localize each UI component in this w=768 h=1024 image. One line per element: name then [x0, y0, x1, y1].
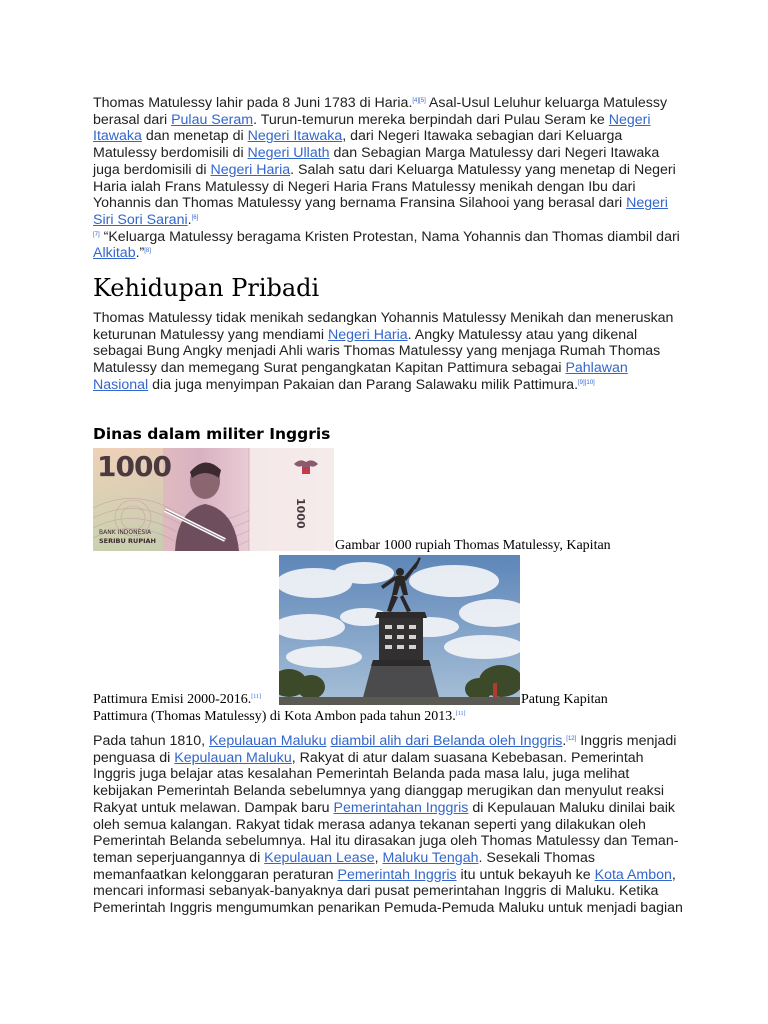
link-negeri-siri-sori-sarani[interactable]: Negeri Siri Sori Sarani	[93, 195, 668, 228]
text-span: Inggris menjadi penguasa di	[93, 733, 677, 766]
text-span: .	[562, 733, 567, 749]
link-negeri-ullath[interactable]: Negeri Ullath	[247, 145, 330, 162]
link-pemerintah-inggris[interactable]: Pemerintah Inggris	[337, 866, 457, 883]
citation-link[interactable]: [7]	[93, 231, 100, 238]
banknote-caption-line1: Gambar 1000 rupiah Thomas Matulessy, Kapitan	[335, 538, 611, 553]
text-span: , mencari informasi sebanyak-banyaknya dari pusat pemerintahan Inggris di Maluku. Ketika Pemerintah Inggris mengumumkan penarikan Pemuda-Pemuda Maluku untuk menjadi bagian	[93, 866, 683, 917]
banknote-value-text: SERIBU RUPIAH	[99, 537, 156, 545]
text-span: di Kepulauan Maluku dinilai baik oleh semua kalangan. Rakyat tidak merasa adanya tekanan seperti yang dilakukan oleh Pemerintah Belanda sebelumnya. Hal itu dirasakan juga oleh Thomas Matulessy dan Teman-teman seperjuangannya di	[93, 799, 679, 866]
statue-illustration	[279, 555, 520, 705]
statue-caption-line1: Patung Kapitan	[521, 692, 608, 707]
text-span: dan Sebagian Marga Matulessy dari Negeri Itawaka juga berdomisili di	[93, 145, 660, 178]
text-span: Asal-Usul Leluhur keluarga Matulessy berasal dari	[93, 95, 668, 128]
text-span: . Sesekali Thomas memanfaatkan kelonggaran peraturan	[93, 849, 595, 883]
banknote-denomination-vertical: 1000	[294, 498, 307, 529]
text-span: Pattimura Emisi 2000-2016.	[93, 692, 252, 707]
text-span: . Angky Matulessy atau yang dikenal sebagai Bung Angky menjadi Ahli waris Thomas Matulessy yang menjaga Rumah Thomas Matulessy dan memegang Surat pengangkatan Kapitan Pattimura sebagai	[93, 326, 661, 377]
intro-paragraph	[93, 95, 683, 262]
citation-link[interactable]: [11]	[251, 694, 262, 700]
link-kepulauan-maluku-2[interactable]: Kepulauan Maluku	[174, 749, 292, 766]
citation-link[interactable]: [8]	[144, 248, 151, 255]
banknote-denomination: 1000	[97, 450, 171, 483]
section-heading-dinas-militer: Dinas dalam militer Inggris	[93, 425, 331, 443]
text-span: , Rakyat di atur dalam suasana Kebebasan. Pemerintah Inggris juga belajar atas kesalahan Pemerintah Belanda pada masa lalu, juga melihat kebijakan Pemerintah Belanda sebelumnya yang dianggap merugikan dan menyulut reaksi Rakyat untuk melawan. Dampak baru	[93, 749, 665, 816]
text-span: dan menetap di	[141, 128, 248, 145]
text-span: . Turun-temurun mereka berpindah dari Pulau Seram ke	[253, 111, 609, 128]
link-negeri-itawaka-2[interactable]: Negeri Itawaka	[247, 128, 343, 145]
text-span: Pattimura (Thomas Matulessy) di Kota Ambon pada tahun 2013.	[93, 709, 456, 724]
military-service-paragraph	[93, 733, 683, 917]
link-maluku-tengah[interactable]: Maluku Tengah	[382, 849, 479, 866]
text-span: “Keluarga Matulessy beragama Kristen Protestan, Nama Yohannis dan Thomas diambil dari	[99, 228, 680, 245]
personal-life-paragraph	[93, 310, 683, 394]
link-negeri-itawaka[interactable]: Negeri Itawaka	[93, 111, 651, 145]
link-diambil-alih[interactable]: diambil alih dari Belanda oleh Inggris	[330, 733, 563, 749]
statue-photo	[279, 555, 520, 705]
link-pahlawan-nasional[interactable]: Pahlawan Nasional	[93, 360, 628, 393]
link-negeri-haria[interactable]: Negeri Haria	[328, 326, 408, 343]
banknote-issuer: BANK INDONESIA	[99, 529, 152, 536]
citation-link[interactable]: [6]	[191, 214, 199, 221]
text-span: .”	[135, 245, 145, 262]
link-alkitab[interactable]: Alkitab	[93, 245, 136, 262]
citation-link[interactable]: [12]	[566, 736, 577, 742]
section-heading-kehidupan-pribadi: Kehidupan Pribadi	[93, 274, 320, 302]
text-span: .	[187, 211, 192, 228]
link-negeri-haria[interactable]: Negeri Haria	[210, 161, 291, 178]
text-span: Thomas Matulessy tidak menikah sedangkan Yohannis Matulessy Menikah dan meneruskan keturunan Matulessy yang mendiami	[93, 310, 674, 343]
statue-caption-line2	[93, 709, 466, 725]
link-kota-ambon[interactable]: Kota Ambon	[594, 866, 672, 883]
text-span: Thomas Matulessy lahir pada 8 Juni 1783 di Haria.	[93, 95, 413, 111]
banknote-caption-line2	[93, 692, 261, 708]
text-span: Pada tahun 1810,	[93, 733, 209, 749]
citation-link[interactable]: [4][5]	[412, 98, 426, 104]
text-span: itu untuk bekayuh ke	[456, 866, 595, 883]
text-span: ,	[374, 849, 383, 866]
link-pulau-seram[interactable]: Pulau Seram	[171, 111, 254, 128]
citation-link[interactable]: [9][10]	[578, 379, 595, 386]
link-kepulauan-maluku[interactable]: Kepulauan Maluku	[208, 733, 327, 749]
banknote-image	[93, 448, 334, 551]
text-span: . Salah satu dari Keluarga Matulessy yang menetap di Negeri Haria ialah Frans Matulessy di Negeri Haria Frans Matulessy menikah dengan Ibu dari Yohannis dan Thomas Matulessy yang bernama Fransina Silahooi yang berasal dari	[93, 161, 676, 212]
link-pemerintahan-inggris[interactable]: Pemerintahan Inggris	[333, 799, 469, 816]
link-kepulauan-lease[interactable]: Kepulauan Lease	[264, 849, 375, 866]
citation-link[interactable]: [11]	[455, 711, 466, 717]
text-span: , dari Negeri Itawaka sebagian dari Keluarga Matulessy berdomisili di	[93, 128, 623, 162]
text-span: dia juga menyimpan Pakaian dan Parang Salawaku milik Pattimura.	[148, 376, 579, 393]
